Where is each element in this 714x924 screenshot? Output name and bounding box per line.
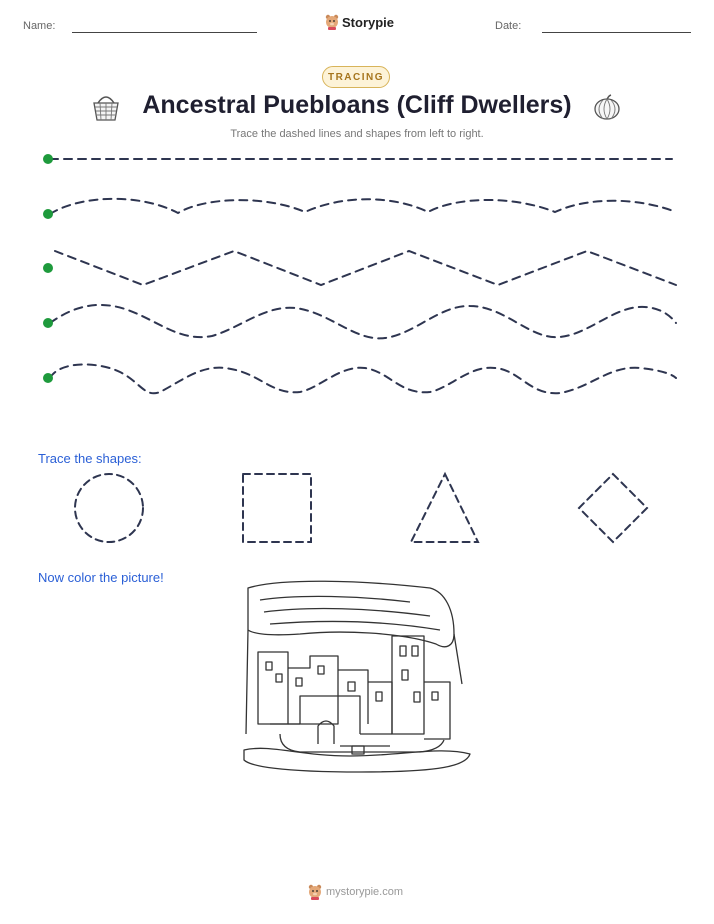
trace-triangle-shape[interactable] <box>411 474 478 542</box>
name-line[interactable] <box>72 32 257 33</box>
tracing-lines-area <box>0 140 714 410</box>
tracing-line-zigzag[interactable] <box>55 251 676 285</box>
instructions-text: Trace the dashed lines and shapes from left to right. <box>230 128 484 140</box>
color-section-label: Now color the picture! <box>38 570 164 585</box>
shapes-section-label: Trace the shapes: <box>38 451 142 466</box>
start-dot <box>43 318 53 328</box>
start-dot <box>43 209 53 219</box>
trace-diamond-shape[interactable] <box>579 474 647 542</box>
tracing-line-wave[interactable] <box>50 305 676 338</box>
footer <box>308 884 403 900</box>
footer-site-link[interactable]: mystorypie.com <box>326 886 404 898</box>
tracing-line-tight-wave[interactable] <box>50 364 676 393</box>
bear-mascot-icon <box>308 884 322 900</box>
activity-badge: TRACING <box>322 66 390 88</box>
start-dot <box>43 373 53 383</box>
brand-name: Storypie <box>342 14 395 30</box>
date-line[interactable] <box>542 32 691 33</box>
trace-square-shape[interactable] <box>243 474 311 542</box>
tracing-line-gentle-wave[interactable] <box>50 199 676 214</box>
brand-logo <box>325 14 394 30</box>
cliff-dwelling-picture[interactable] <box>240 574 474 774</box>
start-dot <box>43 154 53 164</box>
basket-icon <box>91 91 121 123</box>
date-label: Date: <box>495 20 522 32</box>
page-title: Ancestral Puebloans (Cliff Dwellers) <box>142 91 572 119</box>
bear-mascot-icon <box>325 14 339 30</box>
pumpkin-icon <box>593 93 621 121</box>
tracing-shapes-area <box>0 465 714 555</box>
name-label: Name: <box>23 20 56 32</box>
trace-circle-shape[interactable] <box>75 474 143 542</box>
start-dot <box>43 263 53 273</box>
